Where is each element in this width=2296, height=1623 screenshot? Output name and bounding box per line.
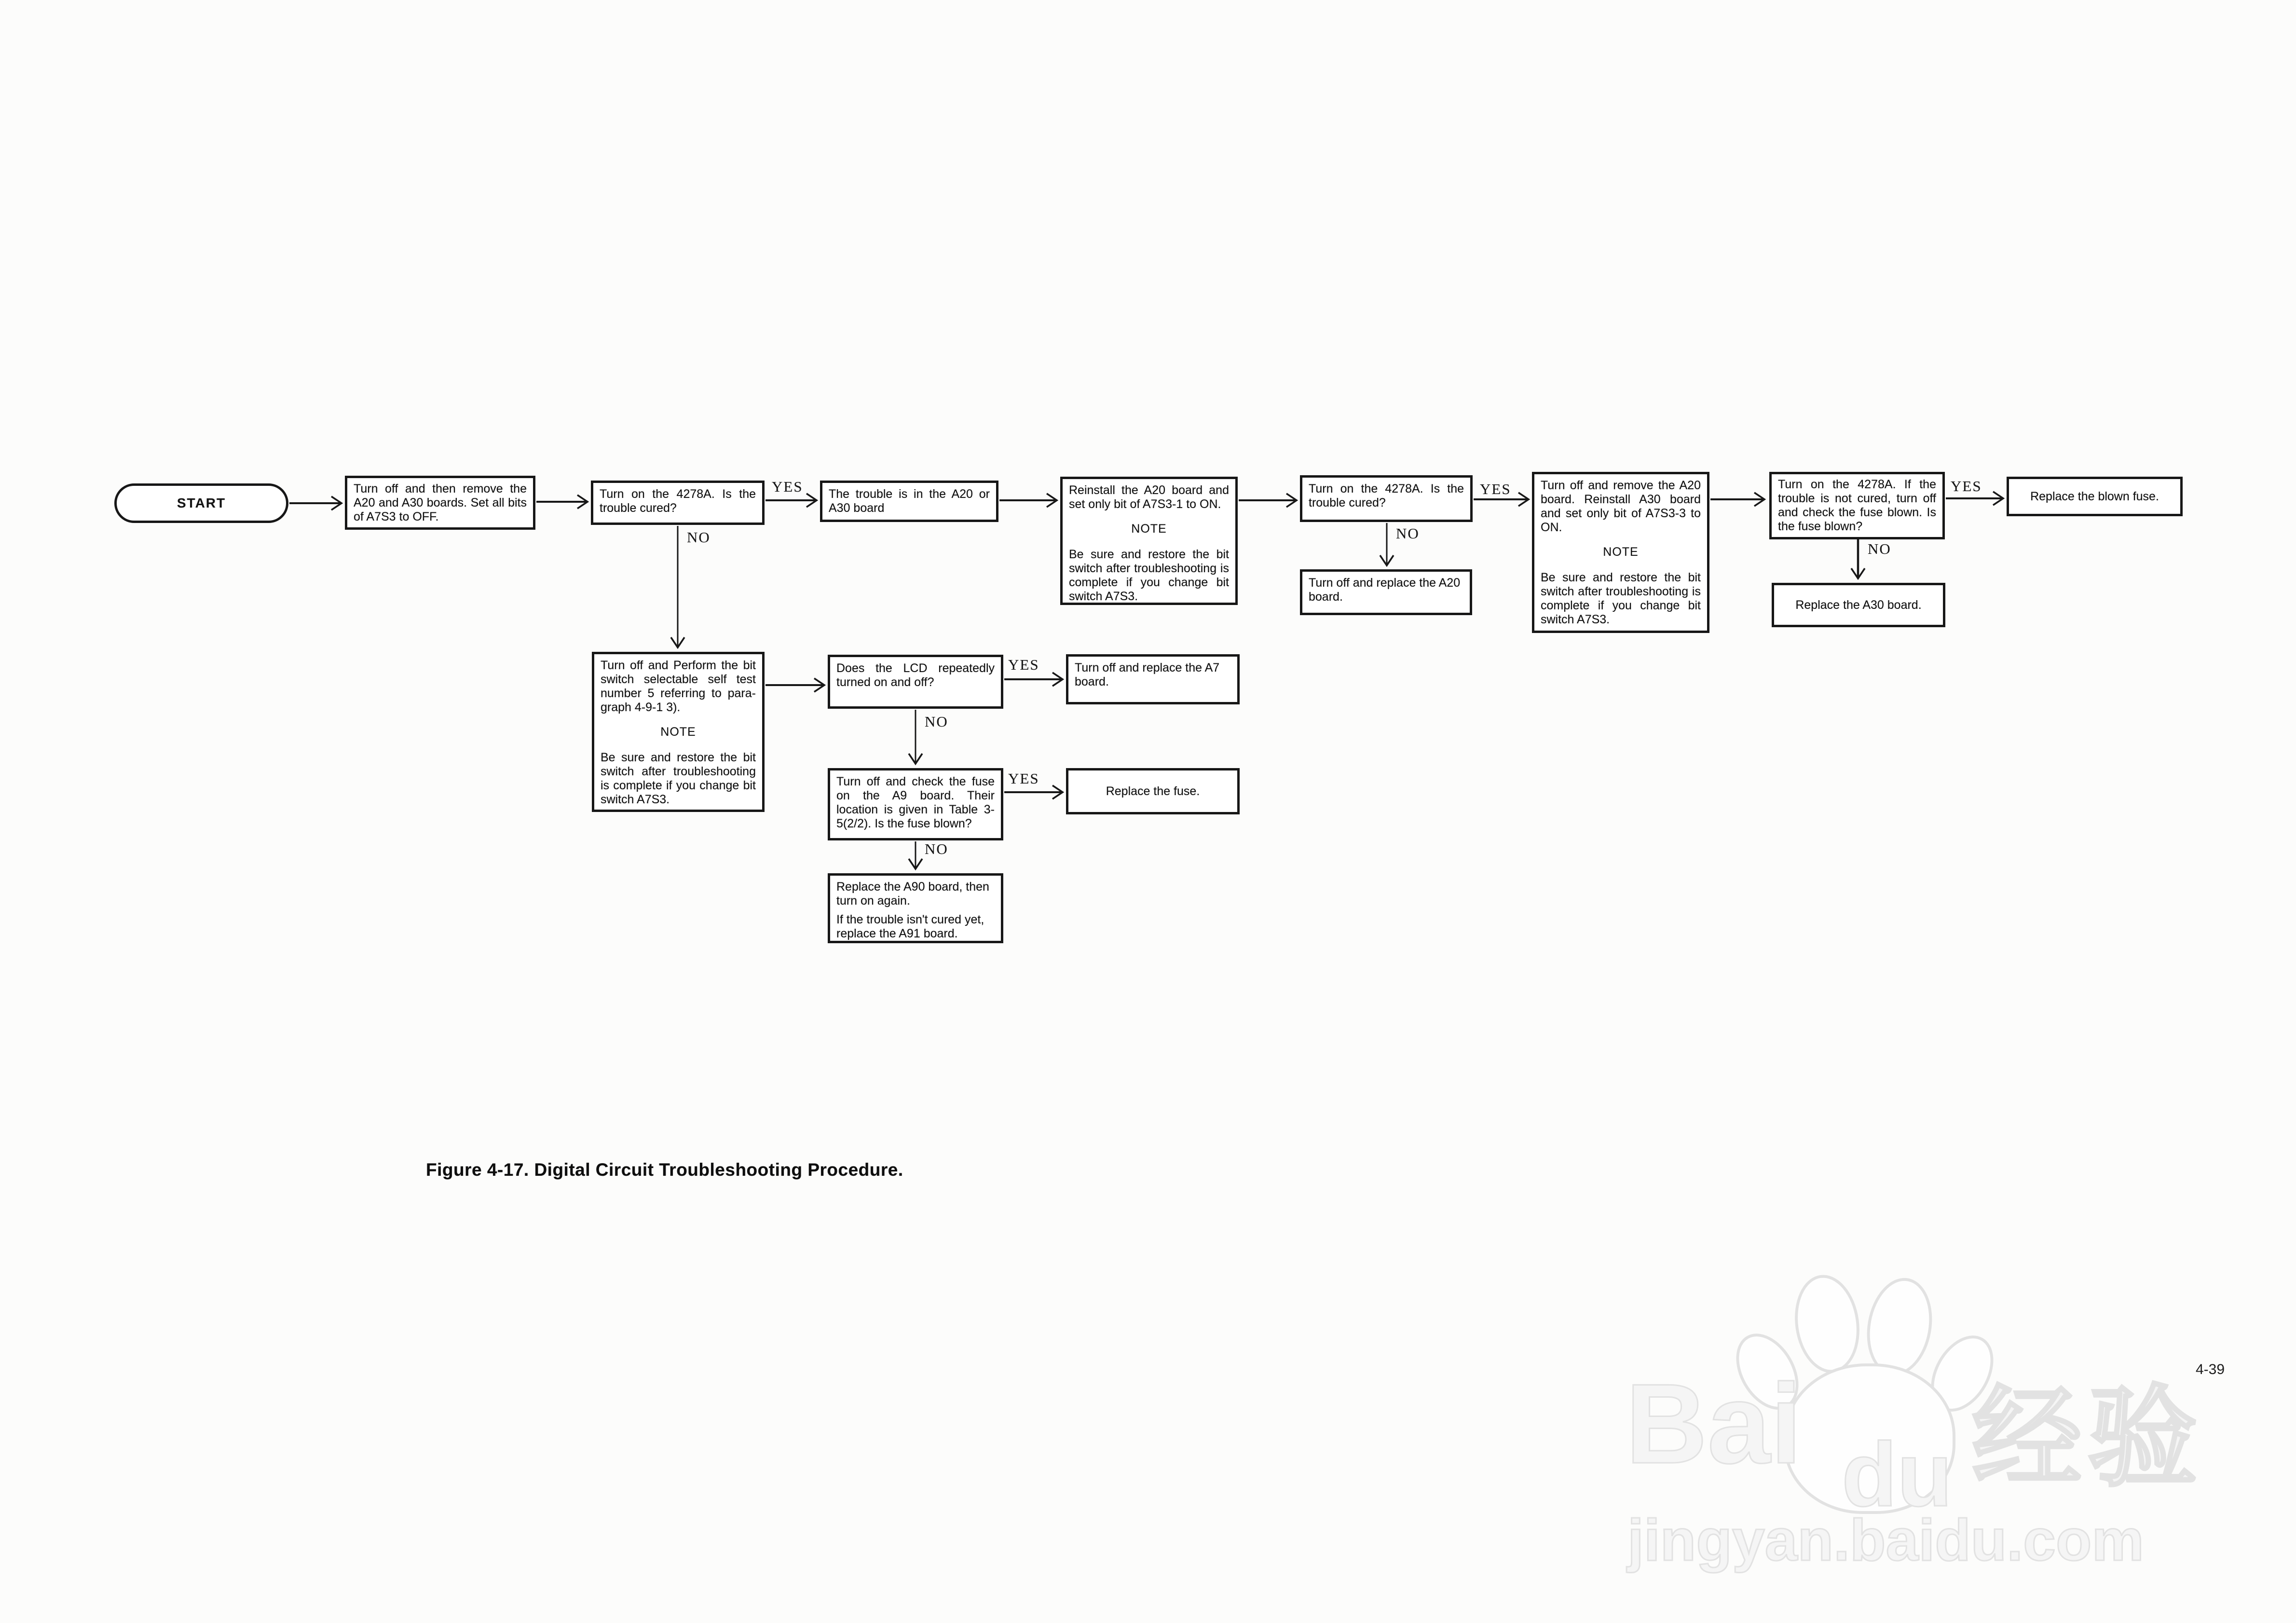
note-text: Be sure and restore the bit switch after troubleshooting is complete if you change bit switch A7S3. [1069,548,1229,603]
node-text: Reinstall the A20 board and set only bit of A7S3-1 to ON. [1069,483,1229,511]
figure-caption: Figure 4-17. Digital Circuit Troubleshooting Procedure. [426,1160,903,1180]
flow-node-replace-fuse [1066,768,1240,814]
watermark-brand-text: Bai [1626,1360,1802,1487]
node-text: Turn off and remove the A20 board. Reinstall A30 board and set only bit of A7S3-3 to ON. [1541,479,1701,534]
node-text: Turn off and replace the A7 board. [1075,661,1220,688]
node-text: Turn off and Perform the bit switch selectable self test number 5 referring to para-graph 4-9-1 3). [601,659,756,714]
flow-node-trouble-in-a20-a30 [820,481,998,522]
note-heading: NOTE [660,725,696,739]
node-text: Does the LCD repeatedly turned on and off? [836,661,995,689]
edge-label-no-3: NO [1868,540,1891,557]
watermark-cn-text: 经验 [1972,1377,2203,1499]
flow-node-lcd-repeat [828,655,1003,709]
baidu-jingyan-watermark [1626,1269,2253,1611]
node-text: Replace the fuse. [1106,784,1200,798]
edge-label-no-4: NO [925,713,948,730]
edge-label-yes-5: YES [1008,770,1039,787]
edge-label-no-5: NO [925,840,948,857]
node-text: If the trouble isn't cured yet, replace the A91 board. [836,913,984,940]
edge-label-no-1: NO [687,529,711,546]
flow-node-replace-a7 [1066,654,1240,704]
node-text: The trouble is in the A20 or A30 board [829,487,990,515]
edge-label-no-2: NO [1396,525,1420,542]
flow-node-check-fuse-4278a [1769,472,1945,539]
edge-label-yes-1: YES [772,478,803,495]
note-heading: NOTE [1131,522,1167,536]
edge-label-yes-4: YES [1008,656,1039,673]
flow-node-replace-a90-a91 [828,873,1003,943]
edge-label-yes-3: YES [1951,478,1982,495]
node-text: Replace the A30 board. [1795,598,1922,612]
flow-node-start [114,483,288,523]
flow-node-replace-blown-fuse [2007,477,2183,516]
node-text: Turn off and then remove the A20 and A30 boards. Set all bits of A7S3 to OFF. [354,482,527,523]
watermark-brand-text2: du [1842,1424,1953,1525]
node-text: Replace the A90 board, then turn on again. [836,880,989,908]
note-text: Be sure and restore the bit switch after troubleshooting is complete if you change bit switch A7S3. [1541,571,1701,626]
flow-node-reinstall-a30 [1532,472,1709,633]
flow-node-remove-a20-a30 [345,476,535,530]
node-text: Turn on the 4278A. Is the trouble cured? [1309,482,1464,509]
watermark-site-text: jingyan.baidu.com [1627,1507,2145,1573]
note-heading: NOTE [1603,545,1639,559]
flow-node-trouble-cured-2 [1300,475,1473,522]
node-text: Turn off and replace the A20 board. [1309,576,1461,604]
edge-label-yes-2: YES [1480,481,1511,497]
flow-node-replace-a30 [1772,583,1945,627]
node-text: Turn on the 4278A. If the trouble is not cured, turn off and check the fuse blown. Is the fuse blown? [1778,478,1936,533]
flow-node-trouble-cured-1 [591,481,765,525]
start-label: START [177,495,226,510]
node-text: Turn on the 4278A. Is the trouble cured? [600,487,756,515]
flow-node-self-test [592,652,765,812]
flow-node-reinstall-a20 [1060,477,1238,605]
node-text: Replace the blown fuse. [2030,489,2159,503]
note-text: Be sure and restore the bit switch after troubleshooting is complete if you change bit switch A7S3. [601,751,756,806]
page-number: 4-39 [2196,1362,2225,1377]
node-text: Turn off and check the fuse on the A9 board. Their location is given in Table 3-5(2/2). Is the fuse blown? [836,775,995,830]
flow-node-check-fuse-a9 [828,768,1003,840]
flow-node-replace-a20 [1300,569,1472,615]
